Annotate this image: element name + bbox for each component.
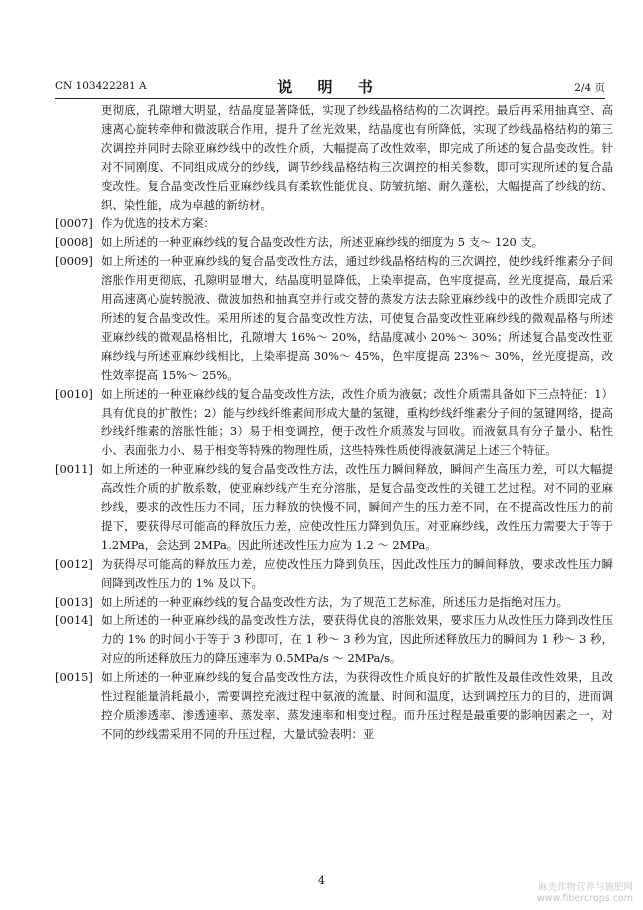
paragraph-0008 bbox=[55, 233, 613, 252]
watermark bbox=[537, 882, 633, 904]
paragraph-0007 bbox=[55, 214, 613, 233]
paragraph-text: 如上所述的一种亚麻纱线的复合晶变改性方法，通过纱线晶格结构的三次调控，使纱线纤维素分子间溶胀作用更彻底，孔隙明显增大，结晶度明显降低，上染率提高，色牢度提高，丝光度提高，最后采用高速离心旋转脱液、微波加热和抽真空并行或交替的蒸发方法去除亚麻纱线中的改性介质即完成了所述的复合晶变改性。采用所述的复合晶变改性方法，可使复合晶变改性亚麻纱线的微观晶格与所述亚麻纱线的微观晶格相比，孔隙增大 16%～ 20%，结晶度减小 20%～ 30%；所述复合晶变改性亚麻纱线与所述亚麻纱线相比，上染率提高 30%～ 45%，色牢度提高 23%～ 30%，丝光度提高，改性效率提高 15%～ 25%。 bbox=[101, 254, 613, 382]
page-header bbox=[55, 78, 605, 99]
document-body bbox=[55, 101, 613, 744]
paragraph-0010 bbox=[55, 385, 613, 461]
paragraph-number: [0011] bbox=[55, 462, 93, 477]
paragraph-number: [0008] bbox=[55, 235, 93, 250]
page-number: 4 bbox=[318, 874, 325, 887]
paragraph-0015 bbox=[55, 668, 613, 744]
paragraph-continued bbox=[101, 101, 613, 214]
paragraph-number: [0012] bbox=[55, 556, 93, 571]
paragraph-text: 如上所述的一种亚麻纱线的复合晶变改性方法，改性压力瞬间释放，瞬间产生高压力差，可以大幅提高改性介质的扩散系数，使亚麻纱线产生充分溶胀，是复合晶变改性的关键工艺过程。对不同的亚麻纱线，要求的改性压力不同，压力释放的快慢不同，瞬间产生的压力差不同，在不提高改性压力的前提下，要获得尽可能高的释放压力差，应使改性压力降到负压。对亚麻纱线，改性压力需要大于等于 1.2MPa，会达到 2MPa。因此所述改性压力应为 1.2 ～ 2MPa。 bbox=[101, 462, 613, 552]
paragraph-number: [0007] bbox=[55, 216, 93, 231]
paragraph-text: 为获得尽可能高的释放压力差，应使改性压力降到负压，因此改性压力的瞬间释放，要求改性压力瞬间降到改性压力的 1% 及以下。 bbox=[101, 556, 613, 590]
paragraph-number: [0014] bbox=[55, 613, 93, 628]
paragraph-number: [0015] bbox=[55, 670, 93, 685]
paragraph-0011 bbox=[55, 460, 613, 555]
watermark-site-name: 麻类作物营养与施肥网 bbox=[537, 882, 633, 893]
paragraph-number: [0013] bbox=[55, 594, 93, 609]
watermark-url: www.fibercrops.com bbox=[536, 893, 633, 904]
paragraph-text: 如上所述的一种亚麻纱线的复合晶变改性方法，为了规范工艺标准，所述压力是指绝对压力。 bbox=[101, 594, 569, 609]
paragraph-0012 bbox=[55, 555, 613, 593]
paragraph-text: 如上所述的一种亚麻纱线的复合晶变改性方法，所述亚麻纱线的细度为 5 支～ 120 支。 bbox=[101, 235, 544, 250]
paragraph-text: 如上所述的一种亚麻纱线的晶变改性方法，要获得优良的溶胀效果，要求压力从改性压力降到改性压力的 1% 的时间小于等于 3 秒即可，在 1 秒～ 3 秒为宜，因此所述释放压力的瞬间为 1 秒～ 3 秒，对应的所述释放压力的降压速率为 0.5MPa/s ～ 2MPa/s。 bbox=[101, 613, 613, 666]
paragraph-text: 如上所述的一种亚麻纱线的复合晶变改性方法，改性介质为液氨；改性介质需具备如下三点特征：1）具有优良的扩散性；2）能与纱线纤维素间形成大量的氢键，重构纱线纤维素分子间的氢键网络，提高纱线纤维素的溶胀性能；3）易于相变调控，便于改性介质蒸发与回收。而液氨具有分子量小、粘性小、表面张力小、易于相变等特殊的物理性质，这些特殊性质使得液氨满足上述三个特征。 bbox=[101, 386, 613, 458]
page-indicator: 2/4 页 bbox=[574, 82, 605, 94]
paragraph-0014 bbox=[55, 611, 613, 668]
document-type-title: 说 明 书 bbox=[277, 78, 383, 96]
paragraph-number: [0010] bbox=[55, 386, 93, 401]
paragraph-0009 bbox=[55, 252, 613, 384]
paragraph-text: 更彻底，孔隙增大明显，结晶度显著降低，实现了纱线晶格结构的二次调控。最后再采用抽真空、高速离心旋转牵伸和微波联合作用，提升了丝光效果，结晶度也有所降低，实现了纱线晶格结构的第三次调控并同时去除亚麻纱线中的改性介质，大幅提高了改性效率，即完成了所述的复合晶变改性。针对不同刚度、不同组成成分的纱线，调节纱线晶格结构三次调控的相关参数，即可实现所述的复合晶变改性。复合晶变改性后亚麻纱线具有柔软性能优良、防皱抗缩、耐久蓬松，大幅提高了纱线的纺、织、染性能，成为卓越的新纺材。 bbox=[101, 103, 613, 212]
paragraph-text: 如上所述的一种亚麻纱线的复合晶变改性方法，为获得改性介质良好的扩散性及最佳改性效果，且改性过程能量消耗最小，需要调控充液过程中氨液的流量、时间和温度，达到调控压力的目的，进而调控介质渗透率、渗透速率、蒸发率、蒸发速率和相变过程。而升压过程是最重要的影响因素之一，对不同的纱线需采用不同的升压过程，大量试验表明：亚 bbox=[101, 670, 613, 741]
patent-number: CN 103422281 A bbox=[55, 80, 147, 92]
paragraph-number: [0009] bbox=[55, 254, 93, 269]
paragraph-0013 bbox=[55, 593, 613, 612]
paragraph-text: 作为优选的技术方案： bbox=[101, 216, 215, 231]
